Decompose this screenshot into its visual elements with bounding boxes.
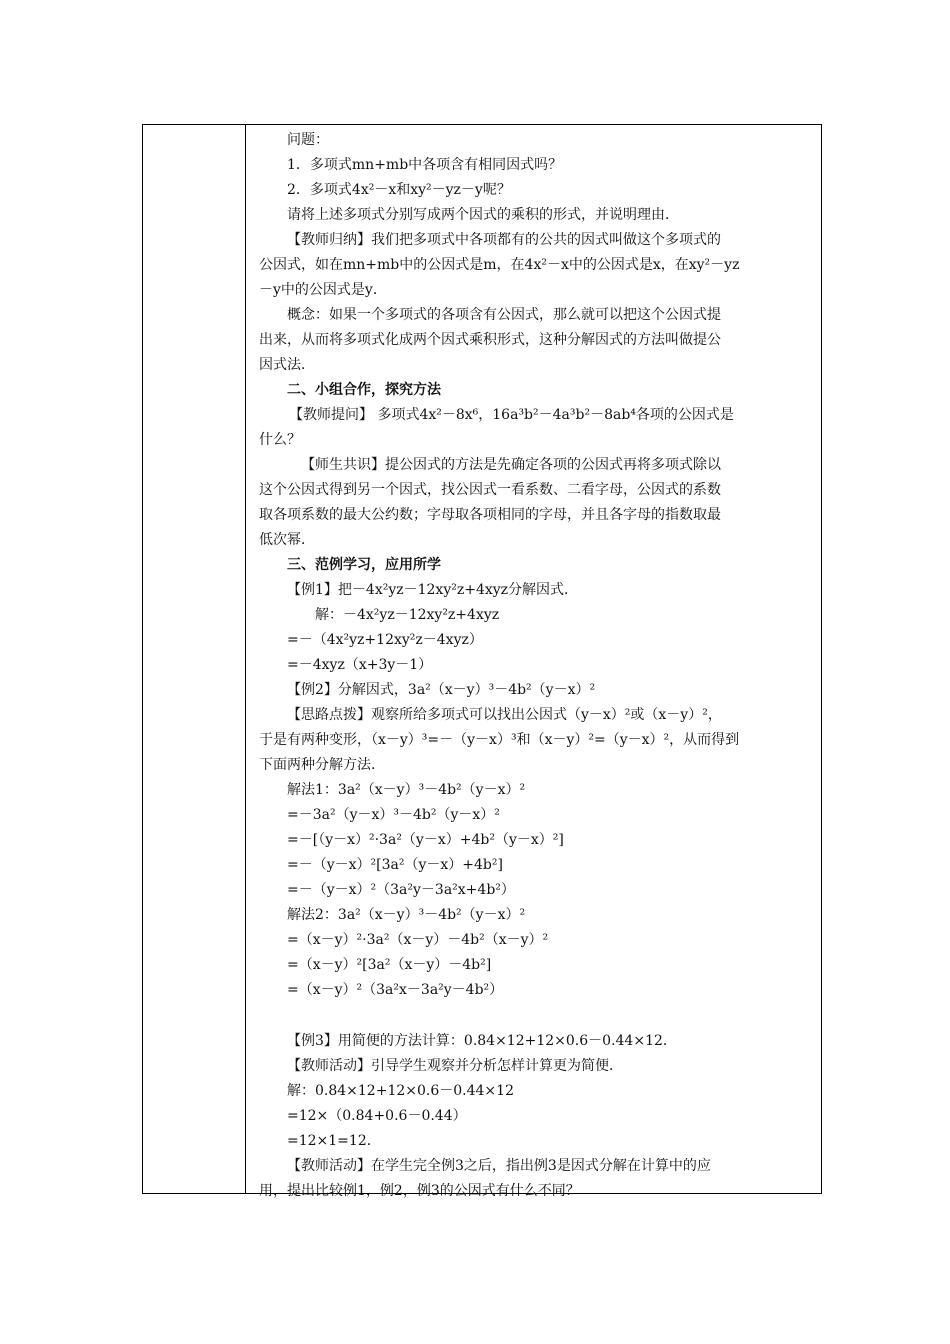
text-line: 概念：如果一个多项式的各项含有公因式，那么就可以把这个公因式提 [287, 307, 721, 323]
text-line: =－（y－x）²（3a²y－3a²x+4b²） [287, 882, 515, 898]
text-line: =－（y－x）²[3a²（y－x）+4b²] [287, 857, 503, 873]
text-line: 用，提出比较例1，例2，例3的公因式有什么不同？ [259, 1183, 580, 1199]
text-line: 取各项系数的最大公约数；字母取各项相同的字母，并且各字母的指数取最 [259, 507, 721, 523]
text-line: 解：－4x²yz－12xy²z+4xyz [315, 607, 500, 623]
text-line: 【例2】分解因式，3a²（x－y）³－4b²（y－x）² [287, 682, 596, 698]
text-line: 这个公因式得到另一个因式，找公因式一看系数、二看字母，公因式的系数 [259, 482, 721, 498]
text-line: =－（4x²yz+12xy²z－4xyz） [287, 632, 483, 648]
text-line: 下面两种分解方法． [259, 757, 385, 773]
text-line: =－[（y－x）²·3a²（y－x）+4b²（y－x）²] [287, 832, 564, 848]
text-line: 解法1：3a²（x－y）³－4b²（y－x）² [287, 782, 526, 798]
text-line: =－3a²（y－x）³－4b²（y－x）² [287, 807, 500, 823]
text-line: 什么？ [259, 432, 301, 448]
text-line: 二、小组合作，探究方法 [287, 382, 441, 398]
text-line: 【教师活动】引导学生观察并分析怎样计算更为简便． [287, 1058, 623, 1074]
text-line: 【教师活动】在学生完全例3之后，指出例3是因式分解在计算中的应 [287, 1158, 711, 1174]
text-line: =（x－y）²·3a²（x－y）－4b²（x－y）² [287, 932, 549, 948]
lesson-table [142, 124, 822, 1199]
lesson-content [259, 128, 811, 1204]
text-line: 解：0.84×12+12×0.6－0.44×12 [287, 1083, 514, 1099]
text-line: 公因式，如在mn+mb中的公因式是m，在4x²－x中的公因式是x，在xy²－yz [259, 257, 740, 273]
column-divider [245, 125, 246, 1193]
text-line: 解法2：3a²（x－y）³－4b²（y－x）² [287, 907, 526, 923]
text-line: －y中的公因式是y． [259, 282, 387, 298]
text-line [259, 1003, 811, 1029]
text-line: 因式法． [259, 357, 315, 373]
text-line: =12×1=12． [287, 1133, 381, 1149]
text-line: 1．多项式mn+mb中各项含有相同因式吗？ [287, 157, 563, 173]
text-line: =－4xyz（x+3y－1） [287, 657, 433, 673]
text-line: =（x－y）²（3a²x－3a²y－4b²） [287, 982, 504, 998]
text-line: 【例3】用简便的方法计算：0.84×12+12×0.6－0.44×12． [287, 1033, 677, 1049]
text-line: 出来，从而将多项式化成两个因式乘积形式，这种分解因式的方法叫做提公 [259, 332, 721, 348]
text-line: 【教师提问】 多项式4x²－8x⁶，16a³b²－4a³b²－8ab⁴各项的公因式是 [289, 407, 734, 423]
text-line: 低次幂． [259, 532, 315, 548]
text-line: 2．多项式4x²－x和xy²－yz－y呢？ [287, 182, 511, 198]
text-line: =12×（0.84+0.6－0.44） [287, 1108, 467, 1124]
text-line: 请将上述多项式分别写成两个因式的乘积的形式，并说明理由． [287, 207, 679, 223]
text-line: 【师生共识】提公因式的方法是先确定各项的公因式再将多项式除以 [301, 457, 721, 473]
text-line: 【思路点拨】观察所给多项式可以找出公因式（y－x）²或（x－y）²， [287, 707, 722, 723]
text-line: 三、范例学习，应用所学 [287, 557, 441, 573]
text-line: 【例1】把－4x²yz－12xy²z+4xyz分解因式． [287, 582, 579, 598]
text-line: 于是有两种变形，（x－y）³=－（y－x）³和（x－y）²=（y－x）²，从而得到 [259, 732, 740, 748]
text-line: 【教师归纳】我们把多项式中各项都有的公共的因式叫做这个多项式的 [287, 232, 721, 248]
text-line: 问题： [287, 132, 329, 148]
text-line: =（x－y）²[3a²（x－y）－4b²] [287, 957, 492, 973]
